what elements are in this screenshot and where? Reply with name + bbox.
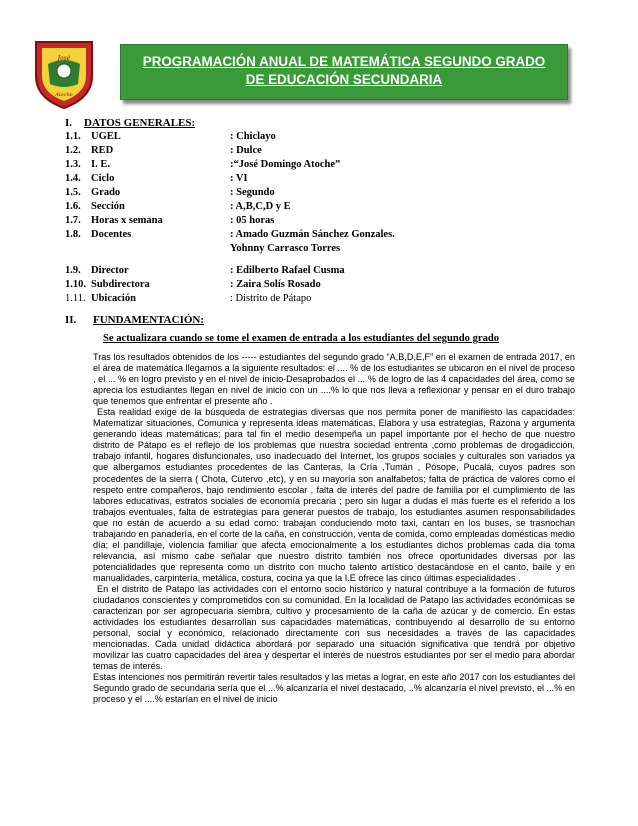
school-logo [28,38,100,110]
row-number: 1.11. [65,293,86,304]
row-label: Grado [91,187,121,198]
paragraph: Esta realidad exige de la búsqueda de estrategias diversas que nos permita poner de manifiesto las capacidades: Matematizar situaciones, Comunica y representa ideas matemáticas, Elabora y usa estrategias, Razona y argumenta generando ideas matemáticas; para tal fin el medio desempeña un papel importante por el hecho de que nuestro distrito de Pátapo es el reflejo de los problemas que nuestra sociedad entrenta ,como problemas de drogadicción, trabajo infantil, hogares disfuncionales, uso inadecuado del Internet, los grupos sociales y culturales son variados ya que albergamos estudiantes procedentes de las Canteras, la Cría ,Tumán , Pósope, Pucalá, cuyos padres son procedentes de la sierra ( Chota, Cutervo ,etc), y en su mayoría son analfabetos; falta de práctica de valores como el respeto entre compañeros, bajo rendimiento escolar , falta de interés del padre de familia por el cumplimiento de las labores educativas, estratos sociales de economía precaria ; pero sin lugar a dudas el más fuerte es el referido a los trabajos eventuales, falta de estrategias para generar puestos de trabajo, los estudiantes asumen responsabilidades que no están de acuerdo a su edad como: trabajan conduciendo moto taxi, cantan en los buses, se trasnochan trabajando en panadería, en el corte de la caña, en construcción, venta de comida, como empleadas domésticas medio día; el pandillaje, violencia familiar que afecta emocionalmente a los estudiantes dichos problemas cada día toma relevancia, así mismo cabe señalar que nuestro distrito también nos ofrece oportunidades diversas por las potencialidades que representa como un distrito con mucho talento artístico destacándose en el canto, baile y en manualidades, carpintería, metálica, costura, cocina ya que la I.E ofrece las cinco últimas especialidades . [93,407,575,583]
row-label: Director [91,265,129,276]
row-label: Sección [91,201,125,212]
title-line-1: PROGRAMACIÓN ANUAL DE MATEMÁTICA SEGUNDO GRADO [142,54,546,69]
section-title: FUNDAMENTACIÓN: [93,314,205,326]
section-number: II. [65,314,77,326]
row-value: Yohnny Carrasco Torres [230,243,341,254]
row-value: : Zaira Solís Rosado [230,279,321,290]
row-value: : A,B,C,D y E [230,201,291,212]
row-number: 1.5. [65,187,81,198]
fundamentacion-body [93,352,575,706]
row-label: Ciclo [91,173,115,184]
row-number: 1.8. [65,229,81,240]
row-number: 1.10. [65,279,86,290]
title-banner [120,44,568,100]
row-value: : Distrito de Pátapo [230,293,312,304]
row-number: 1.6. [65,201,81,212]
row-label: RED [91,145,114,156]
row-label: Subdirectora [91,279,150,290]
row-number: 1.4. [65,173,81,184]
svg-text:José: José [57,55,71,62]
row-number: 1.3. [65,159,81,170]
row-label: Horas x semana [91,215,163,226]
row-value: : Segundo [230,187,275,198]
row-number: 1.1. [65,131,81,142]
row-number: 1.9. [65,265,81,276]
paragraph: En el distrito de Patapo las actividades con el entorno socio histórico y natural contribuye a la formación de futuros ciudadanos conscientes y comprometidos con su comunidad. En la localidad de Patapo las actividades económicas se caracterizan por ser agropecuaria siembra, cultivo y procesamiento de la caña de azúcar y de comercio. En estas actividades los estudiantes desarrollan sus capacidades matemáticas, contribuyendo al desarrollo de su entorno personal, social y económico, relacionado directamente con sus necesidades a través de las capacidades mencionadas. Cada unidad didáctica abordará por separado una situación significativa que tendrá por objetivo movilizar las cuatro capacidades del área y despertar el interés de nuestros estudiantes por ser el medio para abordar temas de interés. [93,583,575,672]
row-label: Docentes [91,229,132,240]
paragraph: Tras los resultados obtenidos de los ----- estudiantes del segundo grado “A,B,D,E,F” en el examen de entrada 2017, en el área de matemática llegamos a la siguiente resultados: el .... % de los estudiantes se ubicaron en el nivel de proceso , el ... % en logro previsto y en el nivel de inicio-Desaprobados el ... % de logro de las 4 capacidades del área, como se aprecia los estudiantes llegan en nivel de inicio con un ....% lo que nos lleva a reflexionar y pensar en el duro trabajo que tenemos que enfrentar el presente año . [93,352,575,407]
paragraph: Estas intenciones nos permitirán revertir tales resultados y las metas a lograr, en este año 2017 con los estudiantes del Segundo grado de secundaria sería que el ...% alcanzaría el nivel destacado, ..% alcanzaría el nivel previsto, el ...% en proceso y el ....% estarían en el nivel de inicio [93,672,575,705]
section-number: I. [65,117,73,129]
title-line-2: DE EDUCACIÓN SECUNDARIA [245,72,443,87]
row-value: : Edilberto Rafael Cusma [230,265,345,276]
row-value: : Chiclayo [230,131,276,142]
row-value: :“José Domingo Atoche” [230,159,341,170]
document-title [121,53,567,89]
row-label: UGEL [91,131,121,142]
row-number: 1.7. [65,215,81,226]
svg-text:Atoche: Atoche [55,92,73,98]
section-title: DATOS GENERALES: [84,117,196,129]
row-value: : Amado Guzmán Sánchez Gonzales. [230,229,395,240]
row-value: : Dulce [230,145,262,156]
row-number: 1.2. [65,145,81,156]
row-value: : 05 horas [230,215,275,226]
row-label: I. E. [91,159,110,170]
row-value: : VI [230,173,248,184]
row-label: Ubicación [91,293,136,304]
fundamentacion-subheading: Se actualizara cuando se tome el examen de entrada a los estudiantes del segundo grado [103,333,500,344]
